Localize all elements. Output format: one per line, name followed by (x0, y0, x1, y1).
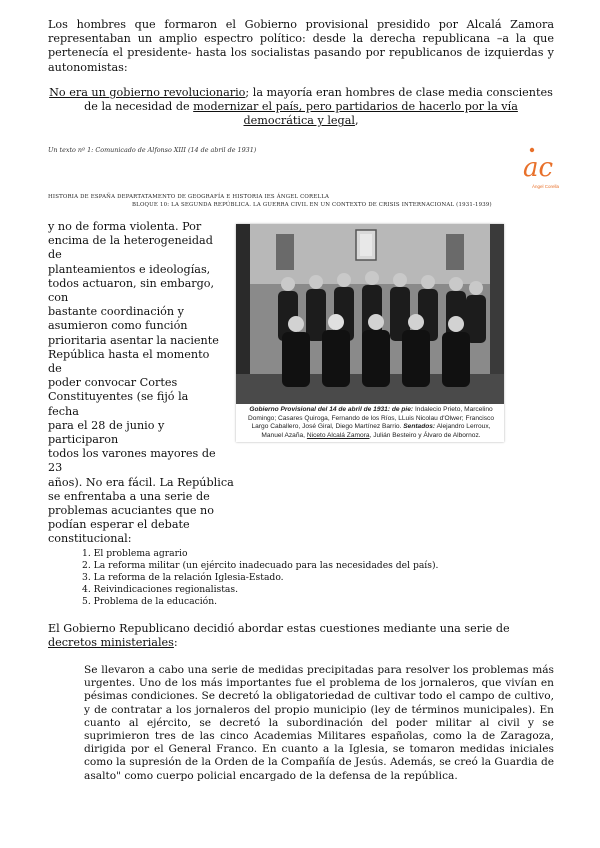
summary-underlined-3: modernizar el país, pero partidarios de hacerlo por la vía democrática y legal (193, 100, 518, 128)
footnote: Un texto nº 1: Comunicado de Alfonso XIII (14 de abril de 1931) (48, 146, 257, 154)
caption-text-1: Indalecio Prieto, Marcelino Domingo; Casares Quiroga, Fernando de los Ríos, LLuis Nicolau d'Olwer; Francisco Largo Caballero, José Giral, Diego Martínez Barrio. (247, 406, 495, 431)
list-item: 2. La reforma militar (un ejército inadecuado para las necesidades del país). (82, 560, 439, 571)
left-line: poder convocar Cortes (48, 376, 178, 390)
left-line: de (48, 248, 62, 262)
left-line: bastante coordinación y (48, 305, 184, 319)
list-item: 5. Problema de la educación. (82, 596, 218, 607)
left-line: participaron (48, 433, 119, 447)
left-line: Constituyentes (se fijó la (48, 390, 189, 404)
logo (520, 142, 562, 192)
left-line: asumieron como función (48, 319, 188, 333)
logo-letters: ac (523, 153, 554, 183)
summary-underlined-1: No era un gobierno revolucionario (49, 86, 246, 99)
decrees-text: El Gobierno Republicano decidió abordar estas cuestiones mediante una serie de (48, 622, 510, 635)
left-line: y no de forma violenta. Por (48, 220, 202, 233)
government-photo (236, 224, 504, 404)
photo-figure (236, 224, 504, 442)
left-line: prioritaria asentar la naciente (48, 333, 219, 347)
left-line: todos los varones mayores de (48, 447, 216, 461)
caption-text-2: Alejandro Lerroux, Manuel Azaña, (261, 423, 491, 439)
caption-text-3: , Julián Besteiro y Álvaro de Albornoz. (369, 431, 481, 439)
left-line: podían esperar el debate (48, 518, 190, 532)
left-line: de (48, 362, 62, 376)
left-column (48, 220, 238, 547)
left-line: constitucional: (48, 532, 132, 546)
left-line: 23 (48, 461, 63, 475)
summary-text-2: ; la mayoría eran hombres de clase media conscientes de la necesidad de (84, 86, 553, 114)
left-line: encima de la heterogeneidad (48, 234, 213, 248)
caption-underlined: Niceto Alcalá Zamora (306, 431, 370, 439)
left-line: años). No era fácil. La República (48, 475, 234, 489)
measures-paragraph: Se llevaron a cabo una serie de medidas precipitadas para resolver los problemas más urgentes. Uno de los más importantes fue el problema de los jornaleros, que vivían en pésimas condiciones. Se decretó la obligatoriedad de cultivar todo el campo de cultivo, y de contratar a los jornaleros del propio municipio (ley de términos municipales). En cuanto al ejército, se decretó la subordinación del poder militar al civil y se suprimieron tres de las cinco Academias Militares españolas, como la de Zaragoza, dirigida por el General Franco. En cuanto a la Iglesia, se tomaron medidas iniciales como la supresión de la Orden de la Compañía de Jesús. Además, se creó la Guardia de asalto" como cuerpo policial encargado de la defensa de la república. (84, 664, 554, 782)
left-line: planteamientos e ideologías, (48, 262, 211, 276)
summary-text-4: , (354, 114, 359, 128)
caption-seated: Sentados: (403, 423, 436, 431)
left-line: para el 28 de junio y (48, 418, 165, 432)
list-item: 1. El problema agrario (82, 548, 188, 559)
left-line: República hasta el momento (48, 347, 210, 361)
summary-paragraph (48, 86, 554, 129)
header-line-2: BLOQUE 10: LA SEGUNDA REPÚBLICA. LA GUERRA CIVIL EN UN CONTEXTO DE CRISIS INTERNACIONAL (1931-1939) (132, 202, 492, 208)
logo-dot-icon (530, 148, 534, 152)
photo-caption (240, 406, 502, 440)
left-line: se enfrentaba a una serie de (48, 489, 210, 503)
header-line-1: HISTORIA DE ESPAÑA DEPARTATAMENTO DE GEOGRAFÍA E HISTORIA IES ÁNGEL CORELLA (48, 194, 330, 200)
left-line: todos actuaron, sin embargo, (48, 276, 215, 290)
list-item: 3. La reforma de la relación Iglesia-Estado. (82, 572, 284, 583)
decrees-end: : (173, 636, 178, 650)
list-item: 4. Reivindicaciones regionalistas. (82, 584, 239, 595)
left-line: fecha (48, 404, 79, 418)
logo-subtitle: Ángel Corella (532, 184, 560, 189)
problems-list (48, 548, 548, 608)
caption-title: Gobierno Provisional del 14 de abril de 1931: de pie: (249, 406, 414, 413)
left-line: problemas acuciantes que no (48, 504, 214, 518)
left-line: con (48, 291, 69, 305)
decrees-paragraph (48, 622, 554, 650)
intro-paragraph: Los hombres que formaron el Gobierno provisional presidido por Alcalá Zamora representaban un amplio espectro político: desde la derecha republicana –a la que pertenecía el presidente- hasta los socialistas pasando por republicanos de izquierdas y autonomistas: (48, 18, 554, 74)
decrees-underlined: decretos ministeriales (48, 636, 174, 650)
